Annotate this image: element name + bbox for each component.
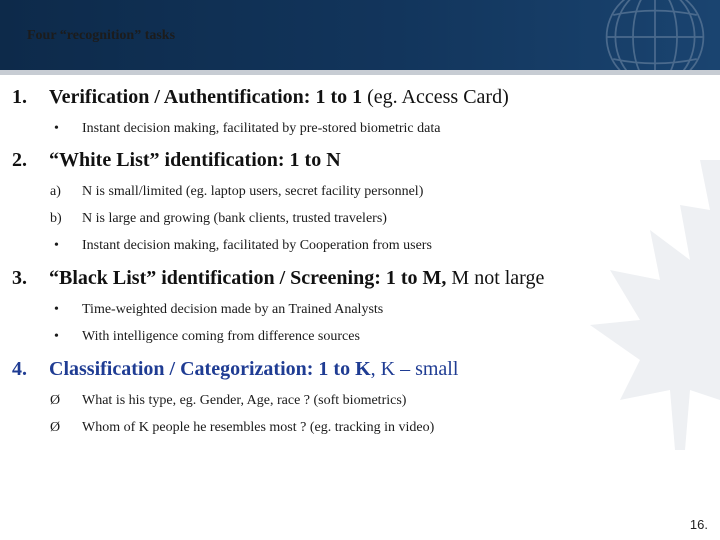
maple-leaf-watermark-icon <box>550 150 720 510</box>
list-item <box>50 302 383 318</box>
list-item <box>50 393 406 409</box>
section-2-heading <box>12 149 341 172</box>
section-heading-bold: Classification / Categorization: 1 to K <box>49 358 371 380</box>
bullet-marker: • <box>54 329 59 344</box>
list-item-text: Whom of K people he resembles most ? (eg. tracking in video) <box>82 420 435 435</box>
section-3-heading <box>12 267 544 290</box>
section-number: 3. <box>12 267 27 289</box>
list-item-text: With intelligence coming from difference sources <box>82 329 360 344</box>
slide-title: Four “recognition” tasks <box>27 28 176 43</box>
section-number: 4. <box>12 358 27 380</box>
list-item <box>50 238 432 254</box>
letter-marker: a) <box>50 184 61 199</box>
section-heading-bold: Verification / Authentification: 1 to 1 <box>49 86 363 108</box>
section-number: 2. <box>12 149 27 171</box>
section-4-heading <box>12 358 458 381</box>
list-item <box>50 211 387 227</box>
bullet-marker: • <box>54 238 59 253</box>
section-heading-normal: , K – small <box>370 358 459 380</box>
bullet-marker: • <box>54 121 59 136</box>
section-heading-bold: “White List” identification: 1 to N <box>49 149 341 171</box>
list-item-text: N is small/limited (eg. laptop users, secret facility personnel) <box>82 184 424 199</box>
globe-icon <box>600 0 710 70</box>
bullet-marker: • <box>54 302 59 317</box>
arrow-bullet-icon: Ø <box>50 393 61 408</box>
section-number: 1. <box>12 86 27 108</box>
list-item <box>50 329 360 345</box>
list-item-text: Instant decision making, facilitated by pre-stored biometric data <box>82 121 441 136</box>
header-divider <box>0 70 720 75</box>
letter-marker: b) <box>50 211 62 226</box>
list-item-text: N is large and growing (bank clients, trusted travelers) <box>82 211 387 226</box>
list-item-text: What is his type, eg. Gender, Age, race ? (soft biometrics) <box>82 393 407 408</box>
section-heading-normal: M not large <box>446 267 545 289</box>
list-item <box>50 121 440 137</box>
section-heading-bold: “Black List” identification / Screening: 1 to M, <box>49 267 447 289</box>
list-item-text: Instant decision making, facilitated by Cooperation from users <box>82 238 432 253</box>
list-item <box>50 420 434 436</box>
arrow-bullet-icon: Ø <box>50 420 61 435</box>
slide-header <box>0 0 720 70</box>
page-number: 16. <box>689 517 708 532</box>
list-item <box>50 184 423 200</box>
section-heading-normal: (eg. Access Card) <box>362 86 509 108</box>
section-1-heading <box>12 86 509 109</box>
list-item-text: Time-weighted decision made by an Trained Analysts <box>82 302 384 317</box>
